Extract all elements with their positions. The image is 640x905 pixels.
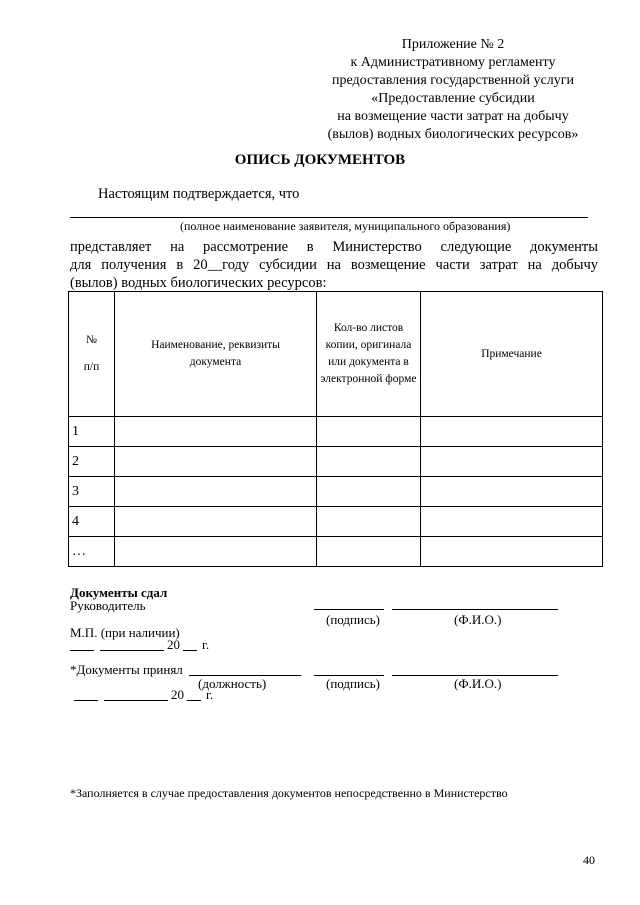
- paragraph-line: для получения в 20__году субсидии на возмещение части затрат на добычу: [70, 257, 598, 273]
- annex-line: (вылов) водных биологических ресурсов»: [327, 127, 579, 142]
- date2-suffix: г.: [206, 687, 214, 702]
- paragraph-line: представляет на рассмотрение в Министерство следующие документы: [70, 239, 598, 255]
- row-number: 4: [69, 507, 115, 537]
- date2-year-prefix: 20: [171, 687, 184, 702]
- header-num-label: п/п: [83, 361, 100, 373]
- document-title: ОПИСЬ ДОКУМЕНТОВ: [234, 152, 406, 168]
- table-row: [69, 417, 603, 447]
- row-note-cell[interactable]: [421, 447, 603, 477]
- row-count-cell[interactable]: [317, 507, 421, 537]
- head-label: Руководитель: [70, 598, 146, 613]
- row-number: 1: [69, 417, 115, 447]
- date2-month-line: [104, 700, 168, 701]
- row-number: 3: [69, 477, 115, 507]
- date-year-line: [183, 650, 197, 651]
- row-number: 2: [69, 447, 115, 477]
- date-year-prefix: 20: [167, 637, 180, 652]
- row-name-cell[interactable]: [115, 537, 317, 567]
- paragraph-line: (вылов) водных биологических ресурсов:: [70, 275, 327, 291]
- table-row: [69, 477, 603, 507]
- head-signature-caption: (подпись): [326, 612, 380, 627]
- date-day-line: [70, 650, 94, 651]
- row-note-cell[interactable]: [421, 537, 603, 567]
- accepted-signature-caption: (подпись): [326, 676, 380, 691]
- annex-line: «Предоставление субсидии: [371, 91, 535, 106]
- table-row: [69, 507, 603, 537]
- annex-line: Приложение № 2: [401, 37, 505, 52]
- accepted-label: *Документы принял: [70, 662, 183, 677]
- documents-given-heading: Документы сдал: [70, 585, 168, 600]
- header-num-symbol: №: [86, 334, 97, 346]
- documents-table: [68, 291, 603, 567]
- page-number: 40: [583, 853, 595, 867]
- date2-day-line: [74, 700, 98, 701]
- table-row: [69, 447, 603, 477]
- row-note-cell[interactable]: [421, 507, 603, 537]
- annex-header: [300, 36, 606, 144]
- row-name-cell[interactable]: [115, 477, 317, 507]
- footnote: *Заполняется в случае предоставления документов непосредственно в Министерство: [70, 786, 508, 800]
- annex-line: к Административному регламенту: [350, 55, 556, 70]
- table-row: [69, 537, 603, 567]
- header-num: [69, 292, 115, 417]
- position-caption: (должность): [198, 676, 267, 691]
- row-count-cell[interactable]: [317, 417, 421, 447]
- head-name-line: [392, 609, 558, 610]
- row-count-cell[interactable]: [317, 537, 421, 567]
- row-name-cell[interactable]: [115, 417, 317, 447]
- intro-paragraph: [70, 238, 598, 292]
- table-header-row: [69, 292, 603, 417]
- header-count: Кол-во листов копии, оригинала или документа в электронной форме: [317, 292, 421, 417]
- row-count-cell[interactable]: [317, 447, 421, 477]
- row-note-cell[interactable]: [421, 477, 603, 507]
- annex-line: на возмещение части затрат на добычу: [337, 109, 569, 124]
- applicant-name-line: [70, 217, 588, 218]
- date-month-line: [100, 650, 164, 651]
- applicant-caption: (полное наименование заявителя, муниципального образования): [180, 219, 511, 233]
- date-suffix: г.: [202, 637, 210, 652]
- date2-year-line: [187, 700, 201, 701]
- row-name-cell[interactable]: [115, 447, 317, 477]
- stamp-label: М.П. (при наличии): [70, 625, 180, 640]
- accepted-name-caption: (Ф.И.О.): [454, 676, 502, 691]
- annex-line: предоставления государственной услуги: [332, 73, 574, 88]
- header-note: Примечание: [421, 292, 603, 417]
- confirm-text: Настоящим подтверждается, что: [98, 186, 300, 202]
- row-name-cell[interactable]: [115, 507, 317, 537]
- row-number: …: [69, 537, 115, 567]
- row-note-cell[interactable]: [421, 417, 603, 447]
- head-name-caption: (Ф.И.О.): [454, 612, 502, 627]
- header-name: Наименование, реквизиты документа: [115, 292, 317, 417]
- row-count-cell[interactable]: [317, 477, 421, 507]
- head-signature-line: [314, 609, 384, 610]
